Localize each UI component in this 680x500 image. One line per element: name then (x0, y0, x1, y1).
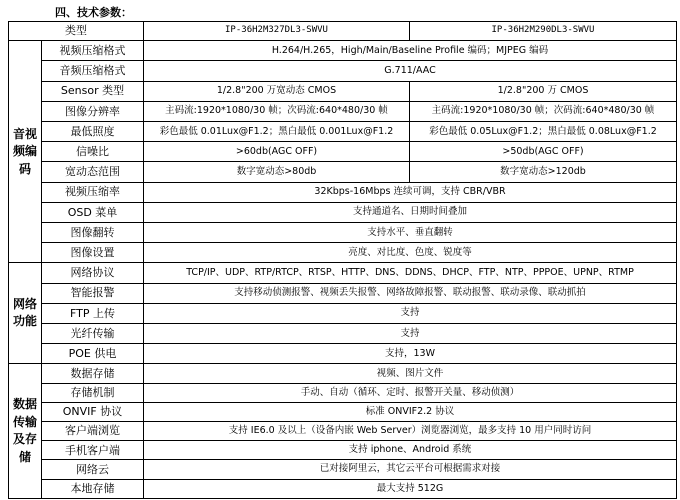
row-value: 支持移动侦测报警、视频丢失报警、网络故障报警、联动报警、联动录像、联动抓拍 (144, 283, 677, 303)
table-row (9, 61, 677, 81)
row-value: 支持 iphone、Android 系统 (144, 441, 677, 460)
row-label: 存储机制 (42, 383, 144, 402)
row-label: ONVIF 协议 (42, 402, 144, 421)
row-label: 网络云 (42, 460, 144, 479)
row-value-b: 数字宽动态>120db (410, 162, 677, 182)
row-value: 亮度、对比度、色度、锐度等 (144, 243, 677, 263)
row-label: 光纤传输 (42, 324, 144, 344)
table-row (9, 142, 677, 162)
table-row (9, 344, 677, 364)
row-value-a: 彩色最低 0.01Lux@F1.2；黑白最低 0.001Lux@F1.2 (144, 122, 410, 142)
row-value: H.264/H.265，High/Main/Baseline Profile 编码；MJPEG 编码 (144, 41, 677, 61)
table-row (9, 202, 677, 222)
table-row (9, 162, 677, 182)
row-value: 支持水平、垂直翻转 (144, 223, 677, 243)
table-row (9, 263, 677, 283)
table-row (9, 283, 677, 303)
row-label: 智能报警 (42, 283, 144, 303)
row-value-a: 数字宽动态>80db (144, 162, 410, 182)
row-label: 本地存储 (42, 479, 144, 498)
table-row (9, 81, 677, 101)
row-value-b: 主码流:1920*1080/30 帧；次码流:640*480/30 帧 (410, 101, 677, 121)
row-value: 手动、自动（循环、定时、报警开关量、移动侦测） (144, 383, 677, 402)
model-b: IP-36H2M290DL3-SWVU (410, 22, 677, 41)
row-label: 音频压缩格式 (42, 61, 144, 81)
row-value-a: 1/2.8"200 万宽动态 CMOS (144, 81, 410, 101)
table-row (9, 441, 677, 460)
table-row (9, 182, 677, 202)
row-value-b: >50db(AGC OFF) (410, 142, 677, 162)
row-value-a: 主码流:1920*1080/30 帧；次码流:640*480/30 帧 (144, 101, 410, 121)
row-label: 视频压缩格式 (42, 41, 144, 61)
row-label: 图像设置 (42, 243, 144, 263)
model-a: IP-36H2M327DL3-SWVU (144, 22, 410, 41)
table-row (9, 41, 677, 61)
table-row (9, 22, 677, 41)
row-value-b: 彩色最低 0.05Lux@F1.2；黑白最低 0.08Lux@F1.2 (410, 122, 677, 142)
row-label: 视频压缩率 (42, 182, 144, 202)
table-row (9, 383, 677, 402)
category-data: 数据传输及存储 (9, 364, 42, 499)
table-row (9, 364, 677, 383)
row-value: 32Kbps-16Mbps 连续可调，支持 CBR/VBR (144, 182, 677, 202)
row-value-b: 1/2.8"200 万 CMOS (410, 81, 677, 101)
table-row (9, 460, 677, 479)
row-label: POE 供电 (42, 344, 144, 364)
row-label: OSD 菜单 (42, 202, 144, 222)
table-row (9, 223, 677, 243)
row-label: 网络协议 (42, 263, 144, 283)
row-label: 信噪比 (42, 142, 144, 162)
row-value: TCP/IP、UDP、RTP/RTCP、RTSP、HTTP、DNS、DDNS、DHCP、FTP、NTP、PPPOE、UPNP、RTMP (144, 263, 677, 283)
row-value: G.711/AAC (144, 61, 677, 81)
row-value: 已对接阿里云，其它云平台可根据需求对接 (144, 460, 677, 479)
row-label: 数据存储 (42, 364, 144, 383)
table-row (9, 101, 677, 121)
row-value: 支持通道名、日期时间叠加 (144, 202, 677, 222)
spec-table (8, 21, 677, 499)
table-row (9, 122, 677, 142)
row-label: 图像分辨率 (42, 101, 144, 121)
category-av: 音视频编码 (9, 41, 42, 263)
row-label: 最低照度 (42, 122, 144, 142)
row-value: 视频、图片文件 (144, 364, 677, 383)
row-label: 手机客户端 (42, 441, 144, 460)
row-label: 客户端浏览 (42, 422, 144, 441)
section-heading: 四、技术参数： (55, 6, 132, 19)
row-value: 支持 (144, 324, 677, 344)
row-value-a: >60db(AGC OFF) (144, 142, 410, 162)
row-value: 最大支持 512G (144, 479, 677, 498)
table-row (9, 243, 677, 263)
table-row (9, 422, 677, 441)
category-net: 网络功能 (9, 263, 42, 364)
table-row (9, 479, 677, 498)
row-value: 支持 IE6.0 及以上（设备内嵌 Web Server）浏览器浏览，最多支持 10 用户同时访问 (144, 422, 677, 441)
table-row (9, 303, 677, 323)
row-value: 支持，13W (144, 344, 677, 364)
row-label: FTP 上传 (42, 303, 144, 323)
row-label: Sensor 类型 (42, 81, 144, 101)
row-value: 支持 (144, 303, 677, 323)
row-label: 宽动态范围 (42, 162, 144, 182)
type-label: 类型 (9, 22, 144, 41)
table-row (9, 402, 677, 421)
table-row (9, 324, 677, 344)
row-value: 标准 ONVIF2.2 协议 (144, 402, 677, 421)
row-label: 图像翻转 (42, 223, 144, 243)
